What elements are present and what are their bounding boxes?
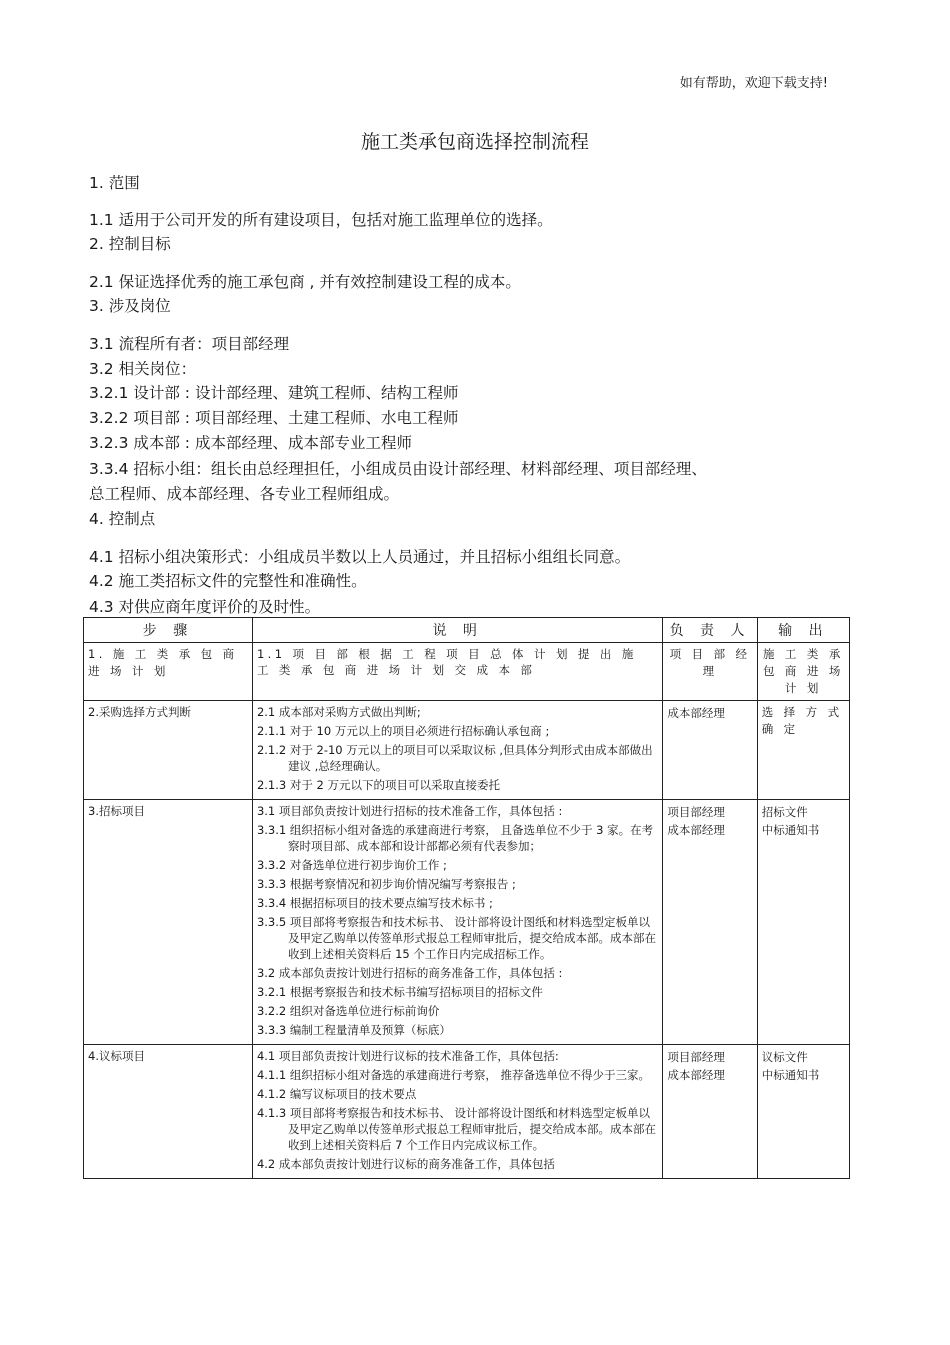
section-line: 2. 控制目标	[89, 235, 171, 253]
output-cell	[757, 1045, 849, 1179]
description-line: 4.1.2 编写议标项目的技术要点	[256, 1087, 417, 1101]
section-line: 1. 范围	[89, 174, 140, 192]
owner-cell	[663, 701, 757, 800]
section-line: 4.3 对供应商年度评价的及时性。	[89, 598, 321, 616]
description-line: 3.2 成本部负责按计划进行招标的商务准备工作，具体包括 :	[256, 966, 563, 980]
header-output: 输 出	[757, 618, 849, 643]
section-line: 3.2.1 设计部 : 设计部经理、建筑工程师、结构工程师	[89, 384, 459, 402]
section-line: 3.2.2 项目部 : 项目部经理、土建工程师、水电工程师	[89, 409, 459, 427]
table-row	[84, 800, 850, 1045]
description-line: 3.2.2 组织对备选单位进行标前询价	[256, 1004, 440, 1018]
output-cell	[757, 701, 849, 800]
description-line: 1.1 项 目 部 根 据 工 程 项 目 总 体 计 划 提 出 施 工 类 承 包 商 进 场 计 划 交 成 本 部	[256, 647, 637, 677]
description-cell	[252, 800, 662, 1045]
output-line: 招标文件	[761, 805, 808, 819]
section-line: 4.2 施工类招标文件的完整性和准确性。	[89, 572, 367, 590]
step-cell: 1. 施 工 类 承 包 商 进 场 计 划	[84, 643, 253, 701]
description-line: 4.1.1 组织招标小组对备选的承建商进行考察， 推荐备选单位不得少于三家。	[256, 1068, 651, 1082]
output-line: 中标通知书	[761, 823, 820, 837]
description-line: 2.1 成本部对采购方式做出判断;	[256, 705, 421, 719]
owner-line: 成本部经理	[667, 1068, 725, 1082]
output-line: 施 工 类 承 包 商 进 场 计 划	[762, 647, 844, 695]
owner-line: 成本部经理	[667, 823, 725, 837]
owner-cell	[663, 800, 757, 1045]
document-title: 施工类承包商选择控制流程	[360, 131, 589, 153]
owner-line: 项 目 部 经 理	[669, 647, 751, 678]
description-line: 4.1 项目部负责按计划进行议标的技术准备工作，具体包括:	[256, 1049, 559, 1063]
description-line: 2.1.2 对于 2-10 万元以上的项目可以采取议标 ,但具体分判形式由成本部做出建议 ,总经理确认。	[256, 743, 653, 773]
description-line: 3.3.3 根据考察情况和初步询价情况编写考察报告 ;	[256, 877, 516, 891]
section-line: 4. 控制点	[89, 510, 156, 528]
header-description: 说 明	[252, 618, 662, 643]
section-line: 3.3.4 招标小组：组长由总经理担任，小组成员由设计部经理、材料部经理、项目部经理、	[89, 460, 707, 478]
output-cell	[757, 643, 849, 701]
description-line: 4.2 成本部负责按计划进行议标的商务准备工作，具体包括	[256, 1157, 555, 1171]
owner-cell	[663, 643, 757, 701]
header-note: 如有帮助，欢迎下载支持!	[679, 76, 828, 91]
section-line: 4.1 招标小组决策形式：小组成员半数以上人员通过，并且招标小组组长同意。	[89, 548, 631, 566]
description-line: 3.2.1 根据考察报告和技术标书编写招标项目的招标文件	[256, 985, 543, 999]
table-header-row	[84, 618, 850, 643]
section-line: 3.2.3 成本部 : 成本部经理、成本部专业工程师	[89, 434, 412, 452]
description-line: 3.3.1 组织招标小组对备选的承建商进行考察， 且备选单位不少于 3 家。在考察时项目部、成本部和设计部都必须有代表参加；	[256, 823, 654, 853]
section-line: 总工程师、成本部经理、各专业工程师组成。	[89, 485, 400, 503]
description-line: 3.3.2 对备选单位进行初步询价工作 ;	[256, 858, 447, 872]
table-row	[84, 701, 850, 800]
output-line: 中标通知书	[761, 1068, 820, 1082]
description-line: 3.3.3 编制工程量清单及预算（标底）	[256, 1023, 451, 1037]
owner-line: 成本部经理	[667, 706, 725, 720]
description-line: 4.1.3 项目部将考察报告和技术标书、 设计部将设计图纸和材料选型定板单以及甲定乙购单以传签单形式报总工程师审批后，提交给成本部。成本部在收到上述相关资料后 7 个工作日内完成议标工作。	[256, 1106, 656, 1152]
section-line: 3. 涉及岗位	[89, 297, 171, 315]
output-cell	[757, 800, 849, 1045]
process-table	[83, 617, 850, 1179]
description-line: 3.1 项目部负责按计划进行招标的技术准备工作，具体包括 :	[256, 804, 563, 818]
description-line: 2.1.1 对于 10 万元以上的项目必须进行招标确认承包商 ;	[256, 724, 550, 738]
step-cell: 4.议标项目	[84, 1045, 253, 1179]
section-line: 3.2 相关岗位：	[89, 360, 197, 378]
table-row	[84, 1045, 850, 1179]
owner-line: 项目部经理	[667, 1050, 725, 1064]
owner-cell	[663, 1045, 757, 1179]
section-line: 2.1 保证选择优秀的施工承包商 , 并有效控制建设工程的成本。	[89, 273, 521, 291]
output-line: 议标文件	[761, 1050, 808, 1064]
header-step: 步 骤	[84, 618, 253, 643]
section-line: 1.1 适用于公司开发的所有建设项目，包括对施工监理单位的选择。	[89, 211, 553, 229]
table-row	[84, 643, 850, 701]
description-line: 3.3.5 项目部将考察报告和技术标书、 设计部将设计图纸和材料选型定板单以及甲定乙购单以传签单形式报总工程师审批后，提交给成本部。成本部在收到上述相关资料后 15 个工作日内完成招标工作。	[256, 915, 656, 961]
section-line: 3.1 流程所有者：项目部经理	[89, 335, 290, 353]
description-cell	[252, 1045, 662, 1179]
step-cell: 3.招标项目	[84, 800, 253, 1045]
owner-line: 项目部经理	[667, 805, 725, 819]
output-line: 选 择 方 式 确 定	[761, 705, 843, 736]
description-cell	[252, 643, 662, 701]
description-cell	[252, 701, 662, 800]
header-owner: 负 责 人	[663, 618, 757, 643]
description-line: 2.1.3 对于 2 万元以下的项目可以采取直接委托	[256, 778, 500, 792]
description-line: 3.3.4 根据招标项目的技术要点编写技术标书 ;	[256, 896, 493, 910]
step-cell: 2.采购选择方式判断	[84, 701, 253, 800]
